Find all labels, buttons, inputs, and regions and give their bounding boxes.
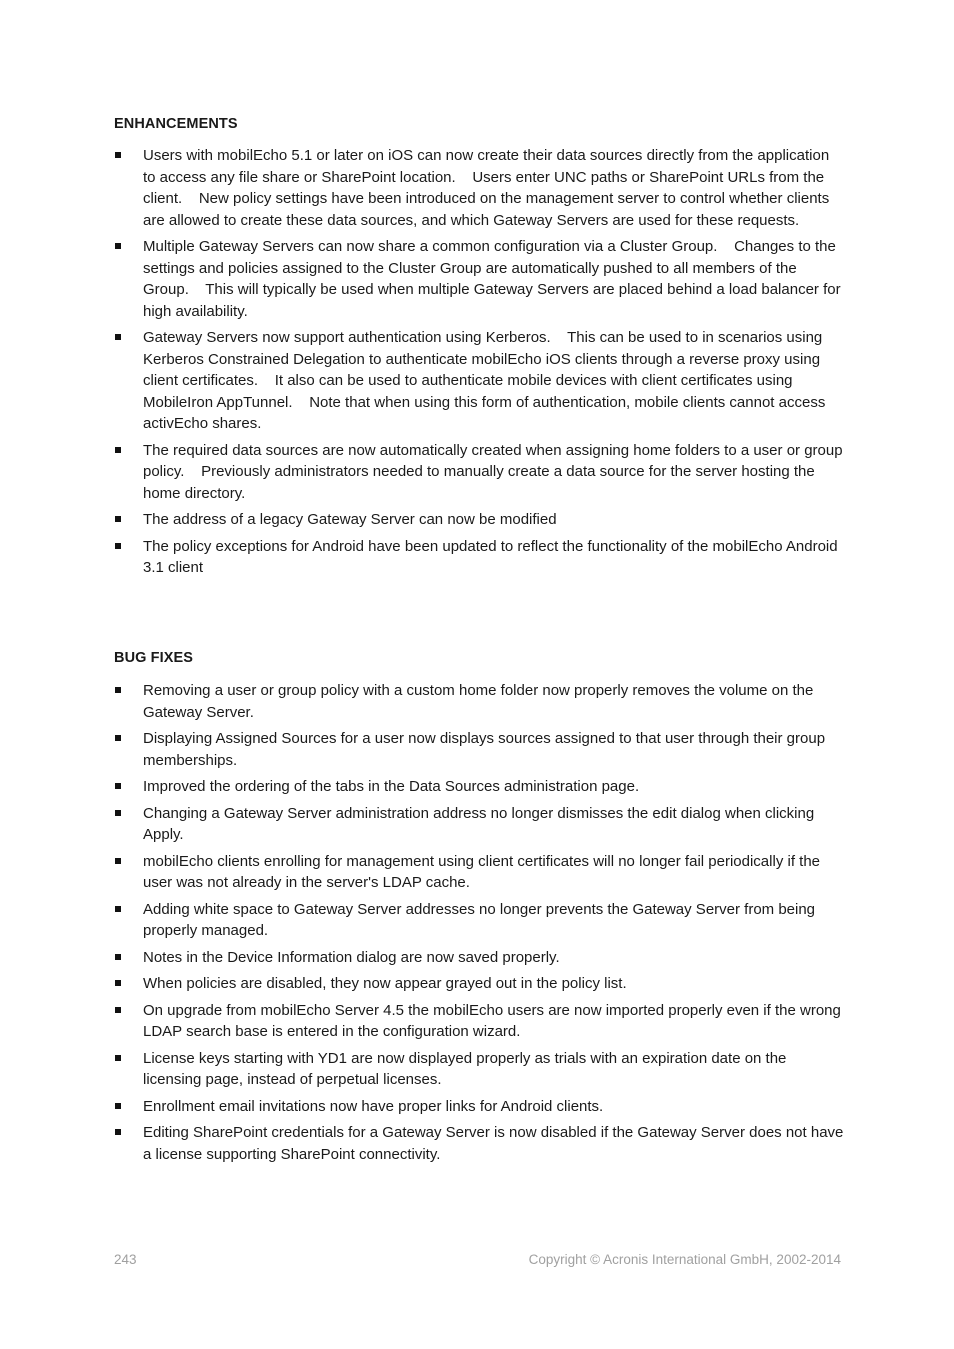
bullet-icon <box>115 1129 121 1135</box>
bullet-icon <box>115 152 121 158</box>
bullet-icon <box>115 1007 121 1013</box>
bullet-icon <box>115 687 121 693</box>
bullet-icon <box>115 810 121 816</box>
list-item: The address of a legacy Gateway Server can now be modified <box>114 509 844 531</box>
enhancements-list <box>114 145 847 584</box>
enhancements-heading: ENHANCEMENTS <box>114 116 238 132</box>
list-item: Users with mobilEcho 5.1 or later on iOS can now create their data sources directly from the application to access any file share or SharePoint location. Users enter UNC paths or SharePoint URLs from the client. New policy settings have been introduced on the management server to control whether clients are allowed to create these data sources, and which Gateway Servers are used for these requests. <box>114 145 844 231</box>
bullet-icon <box>115 783 121 789</box>
copyright-notice: Copyright © Acronis International GmbH, 2002-2014 <box>528 1252 841 1267</box>
list-item: Changing a Gateway Server administration address no longer dismisses the edit dialog when clicking Apply. <box>114 803 844 846</box>
list-item: Improved the ordering of the tabs in the Data Sources administration page. <box>114 776 844 798</box>
bug-fixes-list <box>114 680 848 1170</box>
list-item: Enrollment email invitations now have proper links for Android clients. <box>114 1096 844 1118</box>
list-item: The required data sources are now automatically created when assigning home folders to a user or group policy. Previously administrators needed to manually create a data source for the server hosting the home directory. <box>114 440 844 505</box>
list-item: When policies are disabled, they now appear grayed out in the policy list. <box>114 973 844 995</box>
page-number: 243 <box>114 1252 137 1267</box>
bullet-icon <box>115 243 121 249</box>
list-item: Notes in the Device Information dialog are now saved properly. <box>114 947 844 969</box>
list-item: License keys starting with YD1 are now displayed properly as trials with an expiration date on the licensing page, instead of perpetual licenses. <box>114 1048 844 1091</box>
bullet-icon <box>115 1103 121 1109</box>
bullet-icon <box>115 516 121 522</box>
bullet-icon <box>115 1055 121 1061</box>
list-item: Gateway Servers now support authentication using Kerberos. This can be used to in scenarios using Kerberos Constrained Delegation to authenticate mobilEcho iOS clients through a reverse proxy using client certificates. It also can be used to authenticate mobile devices with client certificates using MobileIron AppTunnel. Note that when using this form of authentication, mobile clients cannot access activEcho shares. <box>114 327 844 435</box>
bullet-icon <box>115 334 121 340</box>
list-item: mobilEcho clients enrolling for management using client certificates will no longer fail periodically if the user was not already in the server's LDAP cache. <box>114 851 844 894</box>
list-item: On upgrade from mobilEcho Server 4.5 the mobilEcho users are now imported properly even if the wrong LDAP search base is entered in the configuration wizard. <box>114 1000 844 1043</box>
list-item: Removing a user or group policy with a custom home folder now properly removes the volume on the Gateway Server. <box>114 680 844 723</box>
list-item: Displaying Assigned Sources for a user now displays sources assigned to that user through their group memberships. <box>114 728 844 771</box>
bullet-icon <box>115 447 121 453</box>
bullet-icon <box>115 543 121 549</box>
list-item: Editing SharePoint credentials for a Gateway Server is now disabled if the Gateway Server does not have a license supporting SharePoint connectivity. <box>114 1122 844 1165</box>
bullet-icon <box>115 858 121 864</box>
bullet-icon <box>115 906 121 912</box>
bullet-icon <box>115 980 121 986</box>
bullet-icon <box>115 954 121 960</box>
bug-fixes-heading: BUG FIXES <box>114 650 194 666</box>
bullet-icon <box>115 735 121 741</box>
list-item: The policy exceptions for Android have been updated to reflect the functionality of the mobilEcho Android 3.1 client <box>114 536 844 579</box>
list-item: Adding white space to Gateway Server addresses no longer prevents the Gateway Server from being properly managed. <box>114 899 844 942</box>
list-item: Multiple Gateway Servers can now share a common configuration via a Cluster Group. Changes to the settings and policies assigned to the Cluster Group are automatically pushed to all members of the Group. This will typically be used when multiple Gateway Servers are placed behind a load balancer for high availability. <box>114 236 844 322</box>
